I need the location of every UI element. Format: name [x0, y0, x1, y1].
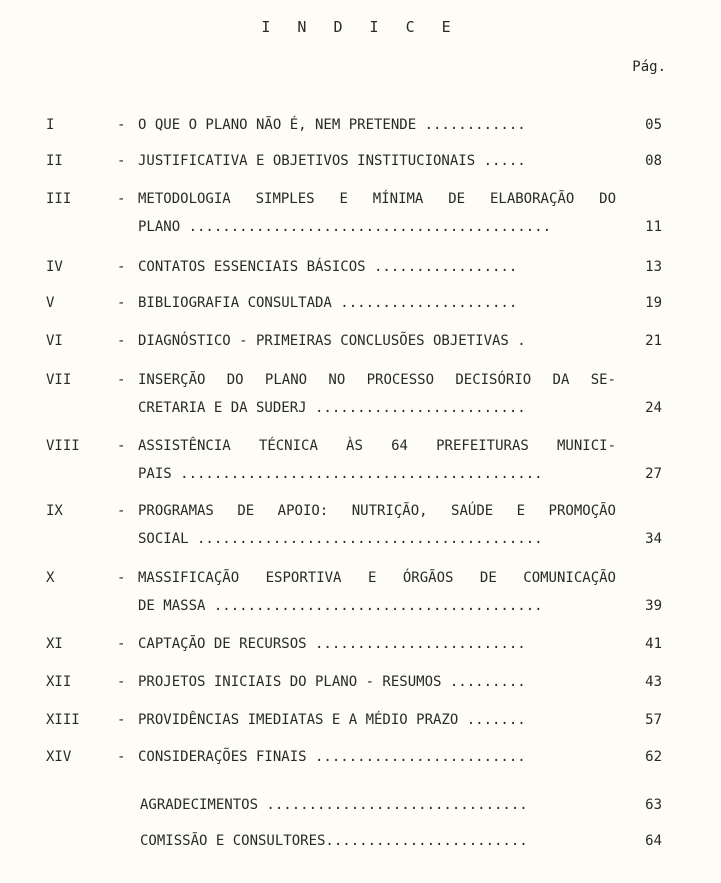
toc-entry-line: [0, 369, 721, 391]
page-number: 41: [645, 636, 662, 652]
page-number: 24: [645, 400, 662, 416]
page-number: 27: [645, 466, 662, 482]
entry-dash: -: [117, 153, 126, 169]
entry-dash: -: [117, 372, 126, 388]
toc-entry-line: [0, 567, 721, 589]
entry-dash: -: [117, 333, 126, 349]
chapter-number: V: [46, 295, 55, 311]
toc-entry-line: [0, 794, 721, 816]
chapter-title: CONTATOS ESSENCIAIS BÁSICOS .................: [138, 259, 518, 275]
toc-entry-line: [0, 330, 721, 352]
entry-dash: -: [117, 712, 126, 728]
toc-entry-line: [0, 500, 721, 522]
chapter-number: II: [46, 153, 63, 169]
page-number: 43: [645, 674, 662, 690]
chapter-number: VI: [46, 333, 63, 349]
page-number: 64: [645, 833, 662, 849]
toc-entry-line: [0, 746, 721, 768]
chapter-title: BIBLIOGRAFIA CONSULTADA .....................: [138, 295, 518, 311]
page-number: 19: [645, 295, 662, 311]
chapter-title: ASSISTÊNCIA TÉCNICA ÀS 64 PREFEITURAS MUNICI-: [138, 438, 616, 454]
entry-dash: -: [117, 259, 126, 275]
page-number: 21: [645, 333, 662, 349]
chapter-title: DE MASSA .......................................: [138, 598, 543, 614]
toc-entry-line: [0, 595, 721, 617]
toc-entry-line: [0, 256, 721, 278]
chapter-number: IX: [46, 503, 63, 519]
page-title: I N D I C E: [261, 18, 460, 36]
page-column-label: Pág.: [632, 59, 666, 75]
page-number: 57: [645, 712, 662, 728]
page-number: 39: [645, 598, 662, 614]
chapter-title: SOCIAL .........................................: [138, 531, 543, 547]
chapter-number: XI: [46, 636, 63, 652]
chapter-number: VIII: [46, 438, 80, 454]
chapter-number: VII: [46, 372, 72, 388]
entry-dash: -: [117, 191, 126, 207]
page-number: 63: [645, 797, 662, 813]
entry-dash: -: [117, 636, 126, 652]
chapter-title: PAIS ...........................................: [138, 466, 543, 482]
entry-dash: -: [117, 674, 126, 690]
entry-dash: -: [117, 295, 126, 311]
toc-entry-line: [0, 435, 721, 457]
toc-entry-line: [0, 397, 721, 419]
chapter-title: PLANO ...........................................: [138, 219, 552, 235]
toc-entry-line: [0, 114, 721, 136]
toc-entry-line: [0, 292, 721, 314]
page-number: 08: [645, 153, 662, 169]
page-number: 34: [645, 531, 662, 547]
toc-entry-line: [0, 216, 721, 238]
chapter-title: INSERÇÃO DO PLANO NO PROCESSO DECISÓRIO DA SE-: [138, 372, 616, 388]
chapter-number: IV: [46, 259, 63, 275]
chapter-number: XII: [46, 674, 72, 690]
toc-entry-line: [0, 528, 721, 550]
entry-dash: -: [117, 749, 126, 765]
chapter-title: JUSTIFICATIVA E OBJETIVOS INSTITUCIONAIS .....: [138, 153, 526, 169]
page-number: 05: [645, 117, 662, 133]
chapter-title: CONSIDERAÇÕES FINAIS .........................: [138, 749, 526, 765]
entry-dash: -: [117, 117, 126, 133]
chapter-title: CRETARIA E DA SUDERJ .........................: [138, 400, 526, 416]
chapter-title: MASSIFICAÇÃO ESPORTIVA E ÓRGÃOS DE COMUNICAÇÃO: [138, 570, 616, 586]
chapter-title: COMISSÃO E CONSULTORES........................: [140, 833, 528, 849]
chapter-title: PROVIDÊNCIAS IMEDIATAS E A MÉDIO PRAZO .......: [138, 712, 526, 728]
chapter-title: DIAGNÓSTICO - PRIMEIRAS CONCLUSÕES OBJETIVAS .: [138, 333, 526, 349]
toc-entry-line: [0, 709, 721, 731]
chapter-number: XIV: [46, 749, 72, 765]
chapter-title: CAPTAÇÃO DE RECURSOS .........................: [138, 636, 526, 652]
toc-entry-line: [0, 463, 721, 485]
entry-dash: -: [117, 438, 126, 454]
chapter-title: AGRADECIMENTOS ...............................: [140, 797, 528, 813]
page-number: 13: [645, 259, 662, 275]
toc-entry-line: [0, 830, 721, 852]
chapter-title: PROJETOS INICIAIS DO PLANO - RESUMOS .........: [138, 674, 526, 690]
toc-entry-line: [0, 671, 721, 693]
page-number: 11: [645, 219, 662, 235]
toc-entry-line: [0, 150, 721, 172]
chapter-title: METODOLOGIA SIMPLES E MÍNIMA DE ELABORAÇÃO DO: [138, 191, 616, 207]
toc-entry-line: [0, 188, 721, 210]
page-number: 62: [645, 749, 662, 765]
chapter-number: X: [46, 570, 55, 586]
chapter-number: XIII: [46, 712, 80, 728]
chapter-title: O QUE O PLANO NÃO É, NEM PRETENDE ............: [138, 117, 526, 133]
chapter-number: III: [46, 191, 72, 207]
chapter-title: PROGRAMAS DE APOIO: NUTRIÇÃO, SAÚDE E PROMOÇÃO: [138, 503, 616, 519]
toc-entry-line: [0, 633, 721, 655]
entry-dash: -: [117, 570, 126, 586]
chapter-number: I: [46, 117, 55, 133]
entry-dash: -: [117, 503, 126, 519]
